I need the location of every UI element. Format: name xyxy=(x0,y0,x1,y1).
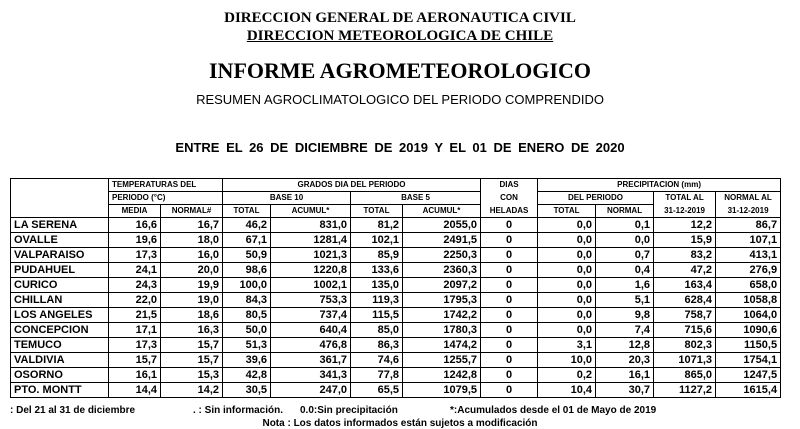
precip-normal-al: 1064,0 xyxy=(716,308,781,323)
precip-total: 0,0 xyxy=(538,278,596,293)
precip-total-al: 865,0 xyxy=(654,368,716,383)
gd5-acumul: 2055,0 xyxy=(403,218,481,233)
temp-media: 15,7 xyxy=(109,353,161,368)
heladas: 0 xyxy=(481,248,538,263)
precip-normal-al: 276,9 xyxy=(716,263,781,278)
precip-total-al: 15,9 xyxy=(654,233,716,248)
gd10-total: 100,0 xyxy=(223,278,271,293)
gd5-acumul: 1255,7 xyxy=(403,353,481,368)
temp-media: 22,0 xyxy=(109,293,161,308)
table-row xyxy=(11,308,781,323)
precip-total: 0,0 xyxy=(538,323,596,338)
header-blank xyxy=(11,179,109,192)
col-normal: NORMAL# xyxy=(161,205,223,218)
temp-normal: 15,7 xyxy=(161,353,223,368)
temp-normal: 19,0 xyxy=(161,293,223,308)
gd5-total: 77,8 xyxy=(351,368,403,383)
gd10-total: 39,6 xyxy=(223,353,271,368)
precip-normal-al: 1058,8 xyxy=(716,293,781,308)
precip-normal: 0,0 xyxy=(596,233,654,248)
gd10-acumul: 737,4 xyxy=(271,308,351,323)
gd5-acumul: 2360,3 xyxy=(403,263,481,278)
report-title: INFORME AGROMETEOROLOGICO xyxy=(209,58,591,83)
gd5-acumul: 2491,5 xyxy=(403,233,481,248)
gd10-total: 50,9 xyxy=(223,248,271,263)
col-precip-normal: NORMAL xyxy=(596,205,654,218)
temp-media: 16,1 xyxy=(109,368,161,383)
gd10-acumul: 476,8 xyxy=(271,338,351,353)
gd5-total: 81,2 xyxy=(351,218,403,233)
precip-normal-al: 1754,1 xyxy=(716,353,781,368)
station-name: TEMUCO xyxy=(11,338,109,353)
temp-normal: 16,3 xyxy=(161,323,223,338)
table-row xyxy=(11,383,781,398)
gd10-total: 84,3 xyxy=(223,293,271,308)
gd10-total: 98,6 xyxy=(223,263,271,278)
table-row xyxy=(11,293,781,308)
gd10-acumul: 361,7 xyxy=(271,353,351,368)
precip-total: 0,0 xyxy=(538,218,596,233)
temp-normal: 15,7 xyxy=(161,338,223,353)
table-row xyxy=(11,368,781,383)
heladas: 0 xyxy=(481,338,538,353)
gd5-acumul: 1780,3 xyxy=(403,323,481,338)
temp-media: 17,1 xyxy=(109,323,161,338)
heladas: 0 xyxy=(481,278,538,293)
header-con: CON xyxy=(481,192,538,205)
header-blank xyxy=(11,205,109,218)
heladas: 0 xyxy=(481,233,538,248)
col-acumul-b10: ACUMUL* xyxy=(271,205,351,218)
report-subtitle: RESUMEN AGROCLIMATOLOGICO DEL PERIODO COMPRENDIDO xyxy=(196,92,604,107)
temp-media: 17,3 xyxy=(109,338,161,353)
temp-normal: 18,6 xyxy=(161,308,223,323)
table-row xyxy=(11,263,781,278)
gd10-acumul: 1281,4 xyxy=(271,233,351,248)
precip-total: 3,1 xyxy=(538,338,596,353)
precip-total-al: 163,4 xyxy=(654,278,716,293)
gd5-acumul: 1079,5 xyxy=(403,383,481,398)
table-row xyxy=(11,218,781,233)
precip-normal: 5,1 xyxy=(596,293,654,308)
gd5-total: 115,5 xyxy=(351,308,403,323)
table-row xyxy=(11,233,781,248)
precip-total-al: 758,7 xyxy=(654,308,716,323)
table-row xyxy=(11,248,781,263)
col-heladas: HELADAS xyxy=(481,205,538,218)
gd5-total: 85,9 xyxy=(351,248,403,263)
col-acumul-b5: ACUMUL* xyxy=(403,205,481,218)
heladas: 0 xyxy=(481,323,538,338)
temp-normal: 16,0 xyxy=(161,248,223,263)
station-name: CONCEPCION xyxy=(11,323,109,338)
station-name: CURICO xyxy=(11,278,109,293)
gd5-acumul: 1474,2 xyxy=(403,338,481,353)
gd10-total: 51,3 xyxy=(223,338,271,353)
precip-normal-al: 1615,4 xyxy=(716,383,781,398)
gd10-acumul: 1220,8 xyxy=(271,263,351,278)
gd5-acumul: 1795,3 xyxy=(403,293,481,308)
precip-total: 10,4 xyxy=(538,383,596,398)
temp-media: 21,5 xyxy=(109,308,161,323)
gd10-total: 80,5 xyxy=(223,308,271,323)
station-name: VALPARAISO xyxy=(11,248,109,263)
heladas: 0 xyxy=(481,218,538,233)
precip-total-al: 83,2 xyxy=(654,248,716,263)
gd5-total: 133,6 xyxy=(351,263,403,278)
table-row xyxy=(11,278,781,293)
precip-normal: 12,8 xyxy=(596,338,654,353)
precip-total-al: 12,2 xyxy=(654,218,716,233)
station-name: LA SERENA xyxy=(11,218,109,233)
col-total-al-date: 31-12-2019 xyxy=(654,205,716,218)
precip-total-al: 715,6 xyxy=(654,323,716,338)
station-name: LOS ANGELES xyxy=(11,308,109,323)
precip-normal: 9,8 xyxy=(596,308,654,323)
gd10-acumul: 247,0 xyxy=(271,383,351,398)
header-blank xyxy=(11,192,109,205)
legend-period-note: : Del 21 al 31 de diciembre xyxy=(10,405,136,416)
temp-media: 14,4 xyxy=(109,383,161,398)
precip-total: 0,0 xyxy=(538,293,596,308)
gd5-total: 74,6 xyxy=(351,353,403,368)
precip-total: 0,0 xyxy=(538,263,596,278)
precip-normal: 1,6 xyxy=(596,278,654,293)
temp-normal: 20,0 xyxy=(161,263,223,278)
heladas: 0 xyxy=(481,383,538,398)
legend-no-info: . : Sin información. xyxy=(193,405,284,416)
heladas: 0 xyxy=(481,293,538,308)
precip-normal: 0,7 xyxy=(596,248,654,263)
temp-normal: 16,7 xyxy=(161,218,223,233)
precip-normal-al: 658,0 xyxy=(716,278,781,293)
header-base-5: BASE 5 xyxy=(351,192,481,205)
gd10-total: 67,1 xyxy=(223,233,271,248)
header-del-periodo: DEL PERIODO xyxy=(538,192,654,205)
temp-normal: 18,0 xyxy=(161,233,223,248)
col-normal-al-date: 31-12-2019 xyxy=(716,205,781,218)
gd10-acumul: 753,3 xyxy=(271,293,351,308)
gd10-acumul: 831,0 xyxy=(271,218,351,233)
gd10-total: 46,2 xyxy=(223,218,271,233)
gd5-acumul: 2250,3 xyxy=(403,248,481,263)
temp-media: 24,3 xyxy=(109,278,161,293)
gd10-total: 50,0 xyxy=(223,323,271,338)
header-total-al: TOTAL AL xyxy=(654,192,716,205)
header-periodo-c: PERIODO (°C) xyxy=(109,192,223,205)
header-line-1: DIRECCION GENERAL DE AERONAUTICA CIVIL xyxy=(224,10,576,26)
gd10-acumul: 1021,3 xyxy=(271,248,351,263)
legend-accumulated: *:Acumulados desde el 01 de Mayo de 2019 xyxy=(450,405,657,416)
gd5-acumul: 1242,8 xyxy=(403,368,481,383)
station-name: PUDAHUEL xyxy=(11,263,109,278)
report-period: ENTRE EL 26 DE DICIEMBRE DE 2019 Y EL 01 DE ENERO DE 2020 xyxy=(175,140,625,155)
gd10-acumul: 640,4 xyxy=(271,323,351,338)
col-media: MEDIA xyxy=(109,205,161,218)
col-total-b10: TOTAL xyxy=(223,205,271,218)
heladas: 0 xyxy=(481,368,538,383)
precip-normal-al: 1090,6 xyxy=(716,323,781,338)
precip-total: 10,0 xyxy=(538,353,596,368)
precip-total-al: 1127,2 xyxy=(654,383,716,398)
heladas: 0 xyxy=(481,308,538,323)
precip-normal: 0,4 xyxy=(596,263,654,278)
precip-normal-al: 107,1 xyxy=(716,233,781,248)
header-grados-dia: GRADOS DIA DEL PERIODO xyxy=(223,179,481,192)
station-name: OVALLE xyxy=(11,233,109,248)
gd5-total: 119,3 xyxy=(351,293,403,308)
agroclimatic-table xyxy=(10,178,781,398)
station-name: VALDIVIA xyxy=(11,353,109,368)
heladas: 0 xyxy=(481,353,538,368)
gd5-total: 65,5 xyxy=(351,383,403,398)
temp-media: 19,6 xyxy=(109,233,161,248)
temp-normal: 14,2 xyxy=(161,383,223,398)
station-name: PTO. MONTT xyxy=(11,383,109,398)
precip-normal: 7,4 xyxy=(596,323,654,338)
precip-normal-al: 86,7 xyxy=(716,218,781,233)
gd5-acumul: 1742,2 xyxy=(403,308,481,323)
col-total-b5: TOTAL xyxy=(351,205,403,218)
gd5-total: 86,3 xyxy=(351,338,403,353)
precip-total: 0,2 xyxy=(538,368,596,383)
gd10-total: 42,8 xyxy=(223,368,271,383)
temp-media: 24,1 xyxy=(109,263,161,278)
precip-normal: 16,1 xyxy=(596,368,654,383)
table-row xyxy=(11,338,781,353)
legend-no-precip: 0.0:Sin precipitación xyxy=(300,405,398,416)
precip-normal: 30,7 xyxy=(596,383,654,398)
precip-total: 0,0 xyxy=(538,248,596,263)
station-name: CHILLAN xyxy=(11,293,109,308)
precip-total: 0,0 xyxy=(538,308,596,323)
precip-normal: 20,3 xyxy=(596,353,654,368)
temp-media: 17,3 xyxy=(109,248,161,263)
precip-total: 0,0 xyxy=(538,233,596,248)
table-row xyxy=(11,323,781,338)
header-base-10: BASE 10 xyxy=(223,192,351,205)
temp-media: 16,6 xyxy=(109,218,161,233)
precip-normal-al: 1150,5 xyxy=(716,338,781,353)
temp-normal: 19,9 xyxy=(161,278,223,293)
precip-total-al: 802,3 xyxy=(654,338,716,353)
col-precip-total: TOTAL xyxy=(538,205,596,218)
header-precipitacion: PRECIPITACION (mm) xyxy=(538,179,781,192)
gd5-acumul: 2097,2 xyxy=(403,278,481,293)
precip-total-al: 628,4 xyxy=(654,293,716,308)
precip-normal-al: 413,1 xyxy=(716,248,781,263)
precip-total-al: 47,2 xyxy=(654,263,716,278)
gd5-total: 102,1 xyxy=(351,233,403,248)
station-name: OSORNO xyxy=(11,368,109,383)
gd5-total: 85,0 xyxy=(351,323,403,338)
gd10-acumul: 1002,1 xyxy=(271,278,351,293)
gd10-total: 30,5 xyxy=(223,383,271,398)
precip-total-al: 1071,3 xyxy=(654,353,716,368)
note: Nota : Los datos informados están sujetos a modificación xyxy=(262,418,538,429)
header-temperaturas: TEMPERATURAS DEL xyxy=(109,179,223,192)
precip-normal-al: 1247,5 xyxy=(716,368,781,383)
header-line-2: DIRECCION METEOROLOGICA DE CHILE xyxy=(246,28,554,44)
temp-normal: 15,3 xyxy=(161,368,223,383)
gd10-acumul: 341,3 xyxy=(271,368,351,383)
gd5-total: 135,0 xyxy=(351,278,403,293)
table-row xyxy=(11,353,781,368)
heladas: 0 xyxy=(481,263,538,278)
precip-normal: 0,1 xyxy=(596,218,654,233)
header-normal-al: NORMAL AL xyxy=(716,192,781,205)
header-dias: DIAS xyxy=(481,179,538,192)
